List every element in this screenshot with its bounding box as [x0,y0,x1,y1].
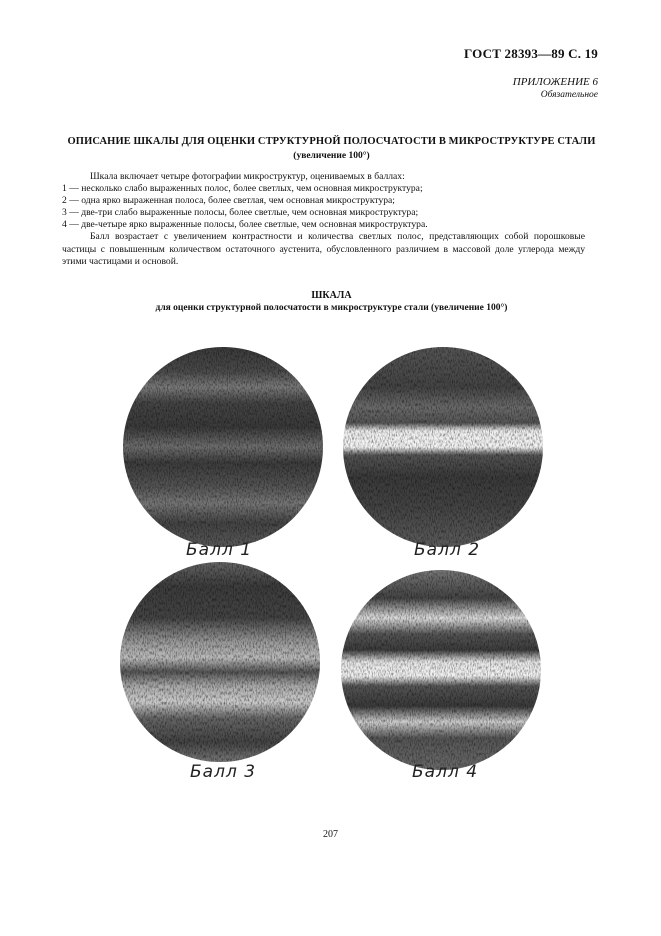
micrograph-label: Балл 1 [186,540,253,560]
page-subtitle: (увеличение 100°) [293,151,370,161]
micrograph-label: Балл 4 [412,762,479,782]
appendix-label [513,76,598,102]
scale-title: ШКАЛА [311,290,352,301]
micrograph-ball-4 [341,570,541,770]
list-item: 4 — две-четыре ярко выраженные полосы, более светлые, чем основная микроструктура. [62,219,428,231]
intro-paragraph: Шкала включает четыре фотографии микроструктур, оцениваемых в баллах: [90,171,405,182]
micrograph-label: Балл 2 [414,540,481,560]
description-text [62,171,585,268]
note-paragraph: Балл возрастает с увеличением контрастности и количества светлых полос, представляющих собой порошковые частицы с повышенным количеством остаточного аустенита, обусловленного различием в массовой доле углерода между этими частицами и основой. [62,231,585,267]
page-title: ОПИСАНИЕ ШКАЛЫ ДЛЯ ОЦЕНКИ СТРУКТУРНОЙ ПОЛОСЧАТОСТИ В МИКРОСТРУКТУРЕ СТАЛИ [67,136,596,147]
micrograph-label: Балл 3 [190,762,257,782]
micrograph-ball-2 [343,347,543,547]
appendix-number: ПРИЛОЖЕНИЕ 6 [512,76,598,88]
scale-subtitle: для оценки структурной полосчатости в микроструктуре стали (увеличение 100°) [155,303,508,313]
micrograph-ball-1 [123,347,323,547]
appendix-status: Обязательное [540,90,598,100]
page-number: 207 [323,829,338,840]
list-item: 3 — две-три слабо выраженные полосы, более светлые, чем основная микроструктура; [62,207,419,219]
document-reference: ГОСТ 28393—89 С. 19 [464,46,598,61]
list-item: 1 — несколько слабо выраженных полос, более светлых, чем основная микроструктура; [62,183,423,195]
list-item: 2 — одна ярко выраженная полоса, более светлая, чем основная микроструктура; [62,195,395,207]
micrograph-ball-3 [120,562,320,762]
